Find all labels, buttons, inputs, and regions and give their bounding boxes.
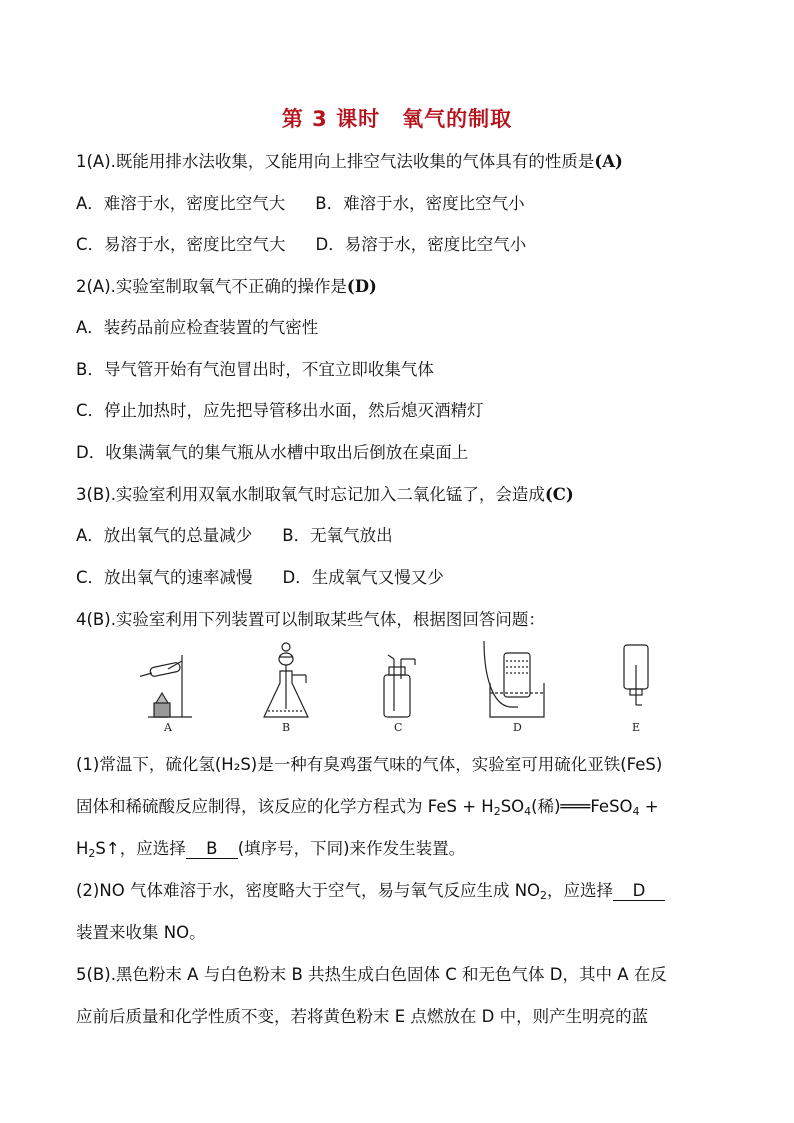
q1-options-row2	[76, 231, 526, 255]
q4-p1-l3-c: (填序号，下同)来作发生装置。	[237, 839, 466, 858]
q4-p1-l2-a: 固体和稀硫酸反应制得，该反应的化学方程式为 FeS + H	[76, 797, 494, 816]
q4-p2-answer-blank: D	[613, 882, 665, 901]
q3-options-row1	[76, 522, 393, 546]
q4-p1-line1: (1)常温下，硫化氢(H₂S)是一种有臭鸡蛋气味的气体，实验室可用硫化亚铁(FeS)	[76, 755, 663, 774]
q4-p1-l2-sub3: 4	[632, 805, 640, 818]
q5-line1: 5(B).黑色粉末 A 与白色粉末 B 共热生成白色固体 C 和无色气体 D，其中 A 在反	[76, 965, 667, 984]
label-b: B	[282, 721, 291, 734]
apparatus-e-inverted-bottle	[624, 645, 648, 705]
q2-stem	[76, 273, 377, 297]
q3-answer: (C)	[544, 485, 574, 504]
q4-p2-l1-b: ，应选择	[547, 881, 614, 900]
q3-stem-text: 3(B).实验室利用双氧水制取氧气时忘记加入二氧化锰了，会造成	[76, 485, 545, 504]
q4-p1-l2-c: (稀)═══FeSO	[531, 797, 633, 816]
q4-p1-line2	[76, 793, 659, 817]
q1-option-d: D．易溶于水，密度比空气小	[315, 235, 527, 254]
q4-p1-l3-b: S↑，应选择	[95, 839, 186, 858]
label-d: D	[513, 721, 522, 734]
q4-p1-l3-a: H	[76, 839, 89, 858]
q4-p1-line3	[76, 835, 465, 859]
q4-p1-answer-blank: B	[186, 840, 238, 859]
q4-p2-line1	[76, 877, 665, 901]
q4-p1-l3-sub: 2	[88, 847, 96, 860]
q4-p1-l2-d: +	[639, 797, 659, 816]
q4-stem: 4(B).实验室利用下列装置可以制取某些气体，根据图回答问题：	[76, 610, 545, 629]
q3-option-d: D．生成氧气又慢又少	[282, 568, 444, 587]
q4-p2-line2: 装置来收集 NO。	[76, 923, 206, 942]
q1-option-c: C．易溶于水，密度比空气大	[76, 235, 286, 254]
q1-answer: (A)	[594, 152, 623, 171]
q4-p2-l1-sub: 2	[540, 889, 548, 902]
q2-option-c: C．停止加热时，应先把导管移出水面，然后熄灭酒精灯	[76, 401, 484, 420]
q3-options-row2	[76, 564, 444, 588]
q4-p1-l2-sub1: 2	[493, 805, 501, 818]
apparatus-c-gas-bottle	[384, 655, 415, 717]
apparatus-a-heating-setup	[140, 655, 192, 717]
q3-option-c: C．放出氧气的速率减慢	[76, 568, 253, 587]
q2-answer: (D)	[346, 277, 377, 296]
q1-stem-text: 1(A).既能用排水法收集，又能用向上排空气法收集的气体具有的性质是	[76, 152, 595, 171]
q3-stem	[76, 481, 574, 505]
q1-option-b: B．难溶于水，密度比空气小	[315, 194, 525, 213]
q2-stem-text: 2(A).实验室制取氧气不正确的操作是	[76, 277, 347, 296]
q3-option-a: A．放出氧气的总量减少	[76, 526, 253, 545]
apparatus-d-water-trough	[484, 641, 544, 717]
q2-option-d: D．收集满氧气的集气瓶从水槽中取出后倒放在桌面上	[76, 443, 469, 462]
q5-line2: 应前后质量和化学性质不变，若将黄色粉末 E 点燃放在 D 中，则产生明亮的蓝	[76, 1007, 649, 1026]
page-title: 第 3 课时 氧气的制取	[281, 107, 513, 131]
label-e: E	[632, 721, 641, 734]
q4-p2-l1-a: (2)NO 气体难溶于水，密度略大于空气，易与氧气反应生成 NO	[76, 881, 541, 900]
q1-options-row1	[76, 190, 525, 214]
apparatus-figure	[140, 635, 660, 735]
apparatus-b-flask-funnel	[264, 643, 308, 717]
q2-option-b: B．导气管开始有气泡冒出时，不宜立即收集气体	[76, 360, 434, 379]
q4-p1-l2-sub2: 4	[524, 805, 532, 818]
q1-stem	[76, 148, 623, 172]
q4-p1-l2-b: SO	[500, 797, 525, 816]
label-a: A	[164, 721, 172, 734]
label-c: C	[394, 721, 403, 734]
q3-option-b: B．无氧气放出	[282, 526, 393, 545]
q2-option-a: A．装药品前应检查装置的气密性	[76, 318, 319, 337]
q1-option-a: A．难溶于水，密度比空气大	[76, 194, 286, 213]
